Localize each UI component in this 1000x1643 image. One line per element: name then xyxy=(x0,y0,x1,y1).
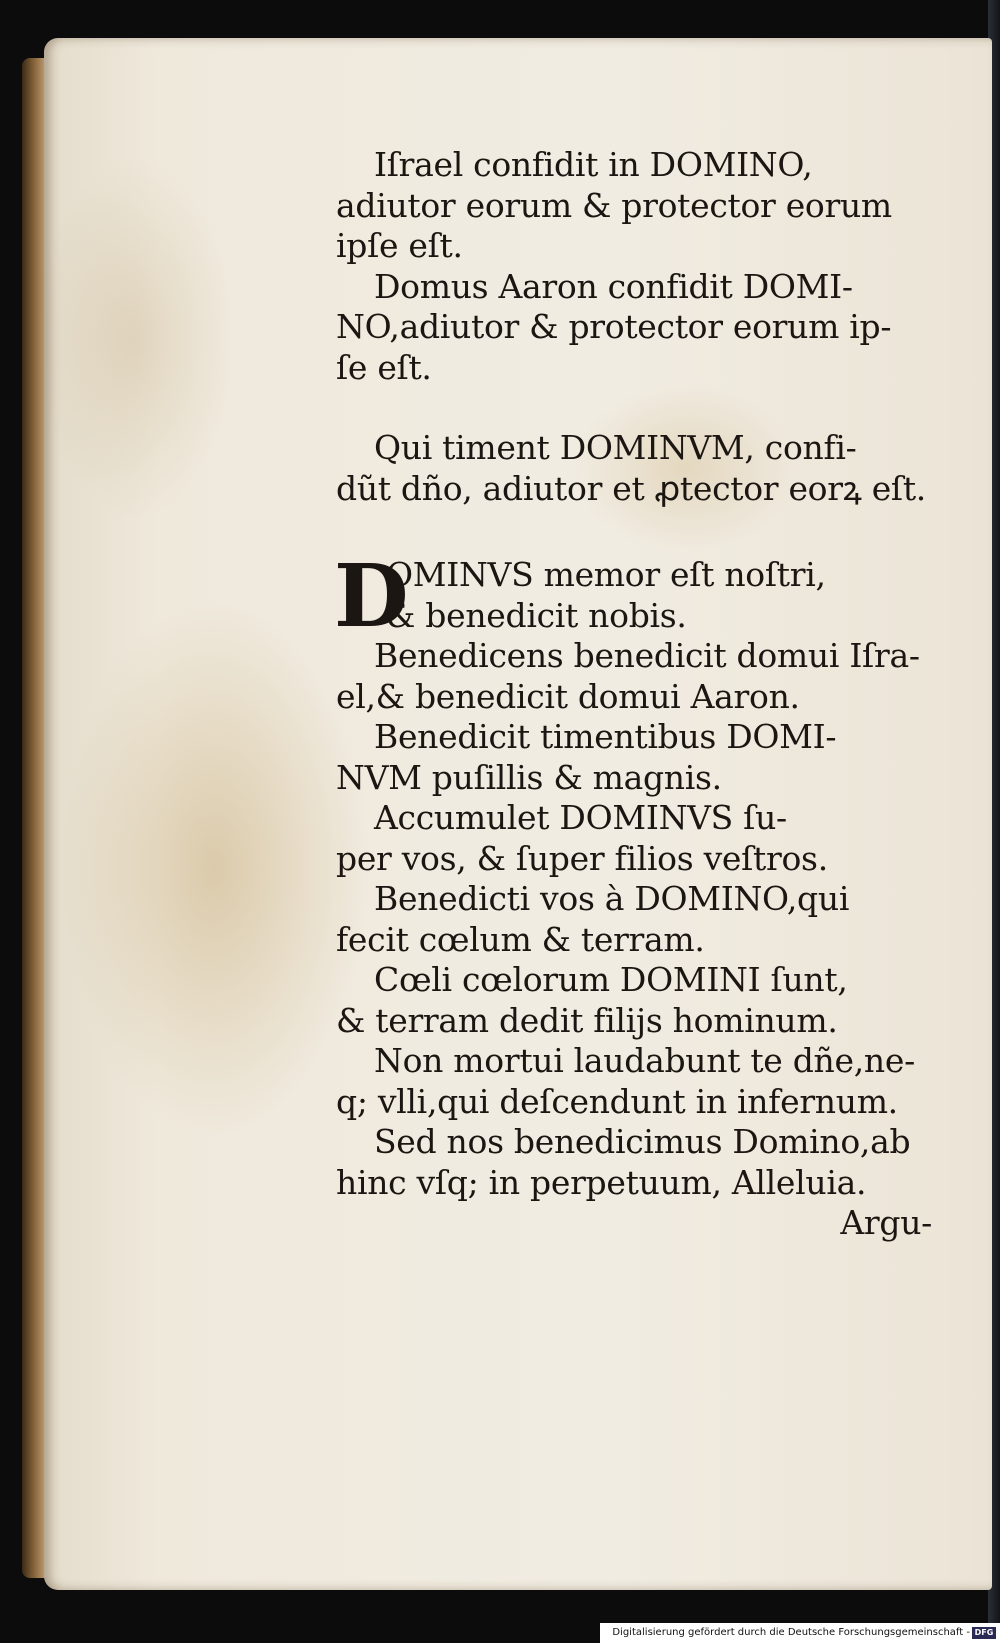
book-page xyxy=(44,38,992,1590)
text-line: NO,adiutor & protector eorum ip- xyxy=(336,307,892,346)
text-line: Iſrael confidit in DOMINO, xyxy=(374,145,813,184)
stanza-gap xyxy=(336,509,956,555)
credit-text: Digitalisierung gefördert durch die Deutsche Forschungsgemeinschaft - xyxy=(612,1627,970,1638)
text-line: & terram dedit filijs hominum. xyxy=(336,1000,838,1040)
text-line: hinc vſq; in perpetuum, Alleluia. xyxy=(336,1162,867,1202)
text-line: OMINVS memor eſt noſtri, xyxy=(386,555,826,594)
text-line: q; vlli,qui deſcendunt in infernum. xyxy=(336,1081,898,1121)
drop-capital: D xyxy=(334,546,409,647)
text-line: Cœli cœlorum DOMINI ſunt, xyxy=(374,960,848,999)
stanza-gap xyxy=(336,388,956,428)
dropcap-paragraph xyxy=(334,546,956,647)
text-line: adiutor eorum & protector eorum xyxy=(336,185,892,225)
digitization-credit xyxy=(600,1623,1000,1643)
dfg-logo-icon: DFG xyxy=(972,1627,996,1639)
text-line: Sed nos benedicimus Domino,ab xyxy=(374,1122,911,1161)
text-line: Accumulet DOMINVS ſu- xyxy=(374,798,787,837)
text-line: Non mortui laudabunt te dñe,ne- xyxy=(374,1041,915,1080)
text-line: NVM puſillis & magnis. xyxy=(336,757,722,797)
text-line: Benedicit timentibus DOMI- xyxy=(374,717,837,756)
text-line: ipſe eſt. xyxy=(336,226,463,265)
psalm-text-block xyxy=(336,145,956,1244)
dropcap-lines xyxy=(386,555,826,636)
text-line: Domus Aaron confidit DOMI- xyxy=(374,266,853,306)
text-line: & benedicit nobis. xyxy=(386,595,687,635)
text-line: per vos, & ſuper filios veſtros. xyxy=(336,838,828,878)
text-line: el,& benedicit domui Aaron. xyxy=(336,676,800,716)
text-line: fecit cœlum & terram. xyxy=(336,919,705,959)
catchword: Argu- xyxy=(840,1203,932,1242)
text-line: Benedicti vos à DOMINO,qui xyxy=(374,879,850,918)
text-line: Qui timent DOMINVM, confi- xyxy=(374,428,857,467)
text-line: Benedicens benedicit domui Iſra- xyxy=(374,636,920,675)
text-line: ſe eſt. xyxy=(336,347,432,387)
text-line: dũt dño, adiutor et ꝓtector eorꝝ eſt. xyxy=(336,468,926,508)
